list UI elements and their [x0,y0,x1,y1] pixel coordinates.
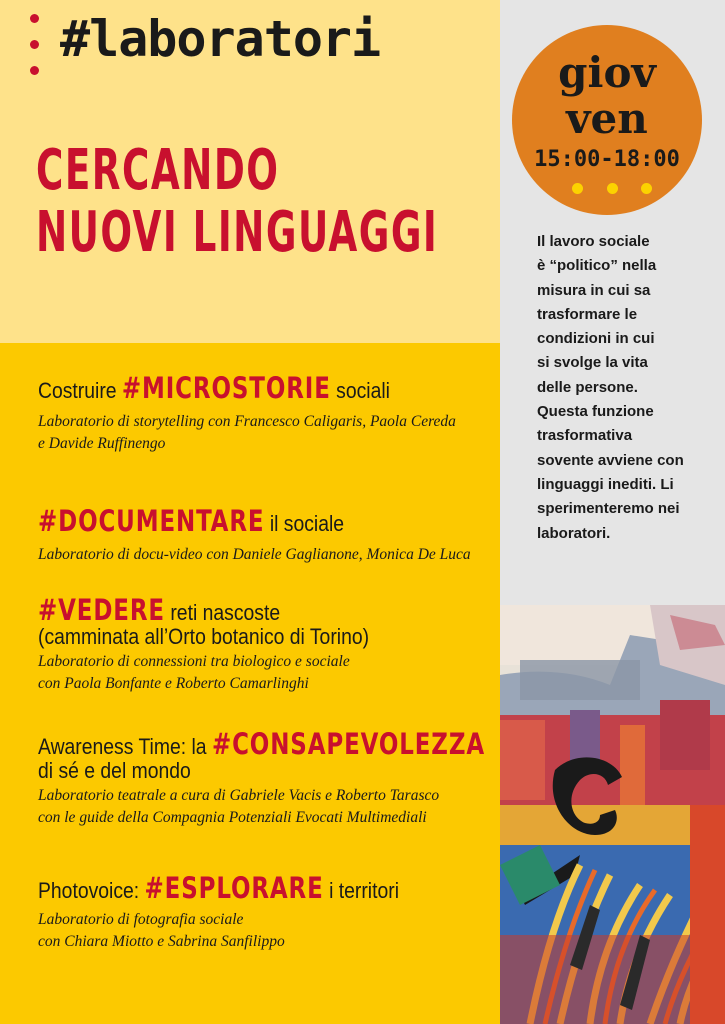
workshop-description: Laboratorio di connessioni tra biologico e sociale [38,653,350,670]
main-title [36,140,580,263]
workshop-description: Laboratorio di docu-video con Daniele Gaglianone, Monica De Luca [38,546,471,563]
side-line: Il lavoro sociale [537,233,650,250]
side-line: è “politico” nella [537,257,657,275]
side-line: laboratori. [537,524,611,542]
workshop-title [38,504,488,538]
schedule-day-2: ven [566,94,648,143]
workshop-item [38,727,488,829]
side-line: trasformare le [537,305,638,323]
schedule-badge [512,25,702,215]
side-line: misura in cui sa [537,281,651,299]
side-line: trasformativa [537,427,633,445]
side-line: linguaggi inediti. Li [537,475,674,493]
workshop-title-line2: di sé e del mondo [38,758,191,783]
collage-artwork [500,605,725,1024]
workshop-title-line2: (camminata all’Orto botanico di Torino) [38,624,370,649]
title-line-2: NUOVI LINGUAGGI [36,199,439,265]
workshop-title [38,371,488,405]
side-line: Questa funzione [537,403,654,421]
decorative-dots [30,14,44,92]
workshop-highlight: #VEDERE [38,593,165,627]
workshop-title-post: i territori [323,878,399,903]
workshop-title [38,871,488,905]
workshop-description: con Chiara Miotto e Sabrina Sanfilippo [38,933,285,950]
schedule-time: 15:00-18:00 [534,147,680,172]
workshop-description: Laboratorio di storytelling con Francesco Caligaris, Paola Cereda [38,413,456,430]
workshop-item [38,871,488,953]
workshop-description: Laboratorio teatrale a cura di Gabriele Vacis e Roberto Tarasco [38,787,440,804]
workshop-highlight: #CONSAPEVOLEZZA [211,727,486,761]
workshop-title-pre: Awareness Time: la [38,734,212,759]
side-line: sperimenteremo nei [537,500,680,518]
workshop-title [38,593,488,627]
workshop-title-pre: Costruire [38,378,122,403]
workshop-item [38,593,488,695]
side-line: condizioni in cui [537,330,655,348]
workshop-item [38,371,488,455]
workshop-highlight: #ESPLORARE [144,871,324,905]
schedule-day-1: giov [558,48,656,97]
side-line: delle persone. [537,378,638,396]
workshop-highlight: #DOCUMENTARE [38,504,265,538]
workshop-description: Laboratorio di fotografia sociale [38,911,244,928]
title-line-1: CERCANDO [36,138,280,203]
workshop-title-post: sociali [330,378,390,403]
workshop-title-post: reti nascoste [164,600,281,625]
hashtag-title: #laboratori [60,10,381,68]
workshop-description: con le guide della Compagnia Potenziali Evocati Multimediali [38,809,427,826]
side-line: sovente avviene con [537,451,684,469]
workshop-description: e Davide Ruffinengo [38,435,166,452]
side-line: si svolge la vita [537,354,648,372]
workshop-highlight: #MICROSTORIE [121,371,331,405]
workshop-item [38,504,488,566]
workshop-title-pre: Photovoice: [38,878,145,903]
workshop-title [38,727,488,761]
workshop-title-post: il sociale [264,511,345,536]
badge-dots [572,183,652,194]
workshop-description: con Paola Bonfante e Roberto Camarlinghi [38,675,309,692]
side-description [537,230,722,546]
